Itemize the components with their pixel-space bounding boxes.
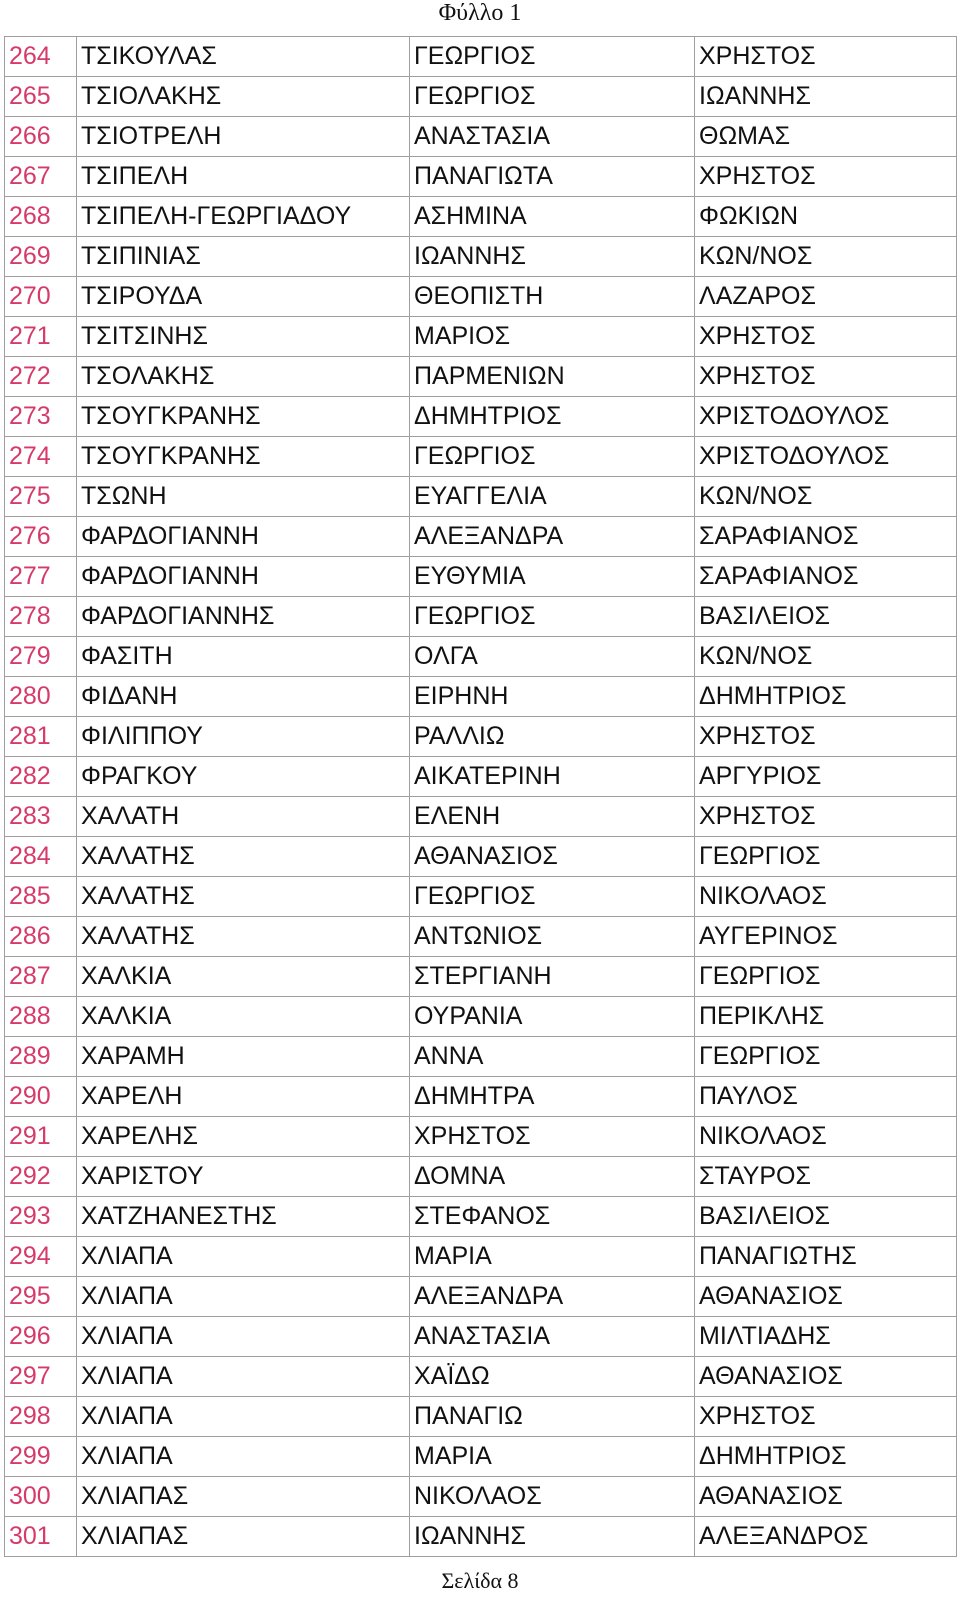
first-name-cell: ΔΗΜΗΤΡΙΟΣ [410,397,695,437]
first-name-cell: ΜΑΡΙΑ [410,1237,695,1277]
first-name-cell: ΑΝΤΩΝΙΟΣ [410,917,695,957]
table-row [5,77,957,117]
table-row [5,317,957,357]
father-name-cell: ΧΡΗΣΤΟΣ [695,357,957,397]
table-row [5,1277,957,1317]
first-name-cell: ΓΕΩΡΓΙΟΣ [410,37,695,77]
surname-cell: ΧΛΙΑΠΑ [77,1437,410,1477]
surname-cell: ΧΛΙΑΠΑΣ [77,1477,410,1517]
row-number-cell: 292 [5,1157,77,1197]
father-name-cell: ΧΡΗΣΤΟΣ [695,797,957,837]
surname-cell: ΧΑΛΑΤΗΣ [77,917,410,957]
row-number-cell: 293 [5,1197,77,1237]
first-name-cell: ΑΘΑΝΑΣΙΟΣ [410,837,695,877]
row-number-cell: 286 [5,917,77,957]
table-row [5,117,957,157]
surname-cell: ΧΑΡΑΜΗ [77,1037,410,1077]
first-name-cell: ΔΟΜΝΑ [410,1157,695,1197]
father-name-cell: ΧΡΗΣΤΟΣ [695,37,957,77]
father-name-cell: ΠΑΝΑΓΙΩΤΗΣ [695,1237,957,1277]
row-number-cell: 295 [5,1277,77,1317]
father-name-cell: ΓΕΩΡΓΙΟΣ [695,837,957,877]
table-row [5,1517,957,1557]
father-name-cell: ΦΩΚΙΩΝ [695,197,957,237]
first-name-cell: ΕΛΕΝΗ [410,797,695,837]
row-number-cell: 285 [5,877,77,917]
surname-cell: ΦΑΣΙΤΗ [77,637,410,677]
father-name-cell: ΔΗΜΗΤΡΙΟΣ [695,677,957,717]
father-name-cell: ΒΑΣΙΛΕΙΟΣ [695,1197,957,1237]
row-number-cell: 270 [5,277,77,317]
surname-cell: ΧΛΙΑΠΑ [77,1397,410,1437]
row-number-cell: 284 [5,837,77,877]
row-number-cell: 300 [5,1477,77,1517]
surname-cell: ΤΣΙΚΟΥΛΑΣ [77,37,410,77]
row-number-cell: 273 [5,397,77,437]
father-name-cell: ΓΕΩΡΓΙΟΣ [695,1037,957,1077]
table-row [5,1037,957,1077]
father-name-cell: ΑΥΓΕΡΙΝΟΣ [695,917,957,957]
surname-cell: ΤΣΙΡΟΥΔΑ [77,277,410,317]
table-row [5,1317,957,1357]
first-name-cell: ΑΙΚΑΤΕΡΙΝΗ [410,757,695,797]
row-number-cell: 294 [5,1237,77,1277]
surname-cell: ΧΛΙΑΠΑ [77,1317,410,1357]
row-number-cell: 275 [5,477,77,517]
row-number-cell: 267 [5,157,77,197]
surname-cell: ΧΛΙΑΠΑΣ [77,1517,410,1557]
table-row [5,1157,957,1197]
father-name-cell: ΒΑΣΙΛΕΙΟΣ [695,597,957,637]
first-name-cell: ΝΙΚΟΛΑΟΣ [410,1477,695,1517]
roster-table [4,36,957,1557]
first-name-cell: ΑΝΝΑ [410,1037,695,1077]
surname-cell: ΦΙΛΙΠΠΟΥ [77,717,410,757]
surname-cell: ΦΑΡΔΟΓΙΑΝΝΗΣ [77,597,410,637]
table-row [5,557,957,597]
row-number-cell: 296 [5,1317,77,1357]
row-number-cell: 276 [5,517,77,557]
table-row [5,957,957,997]
first-name-cell: ΕΥΑΓΓΕΛΙΑ [410,477,695,517]
surname-cell: ΦΑΡΔΟΓΙΑΝΝΗ [77,517,410,557]
first-name-cell: ΑΝΑΣΤΑΣΙΑ [410,117,695,157]
sheet-header: Φύλλο 1 [438,0,522,26]
table-row [5,1197,957,1237]
table-row [5,1077,957,1117]
surname-cell: ΧΛΙΑΠΑ [77,1237,410,1277]
father-name-cell: ΜΙΛΤΙΑΔΗΣ [695,1317,957,1357]
row-number-cell: 288 [5,997,77,1037]
table-row [5,397,957,437]
first-name-cell: ΟΛΓΑ [410,637,695,677]
surname-cell: ΧΑΛΑΤΗ [77,797,410,837]
surname-cell: ΤΣΟΥΓΚΡΑΝΗΣ [77,437,410,477]
table-row [5,1357,957,1397]
table-row [5,37,957,77]
father-name-cell: ΝΙΚΟΛΑΟΣ [695,1117,957,1157]
table-row [5,1397,957,1437]
first-name-cell: ΙΩΑΝΝΗΣ [410,237,695,277]
surname-cell: ΤΣΟΥΓΚΡΑΝΗΣ [77,397,410,437]
father-name-cell: ΣΑΡΑΦΙΑΝΟΣ [695,517,957,557]
first-name-cell: ΧΡΗΣΤΟΣ [410,1117,695,1157]
father-name-cell: ΘΩΜΑΣ [695,117,957,157]
father-name-cell: ΚΩΝ/ΝΟΣ [695,237,957,277]
row-number-cell: 281 [5,717,77,757]
father-name-cell: ΧΡΙΣΤΟΔΟΥΛΟΣ [695,437,957,477]
table-row [5,837,957,877]
table-row [5,357,957,397]
surname-cell: ΤΣΙΟΛΑΚΗΣ [77,77,410,117]
father-name-cell: ΑΘΑΝΑΣΙΟΣ [695,1357,957,1397]
first-name-cell: ΠΑΡΜΕΝΙΩΝ [410,357,695,397]
father-name-cell: ΧΡΗΣΤΟΣ [695,717,957,757]
father-name-cell: ΣΑΡΑΦΙΑΝΟΣ [695,557,957,597]
first-name-cell: ΡΑΛΛΙΩ [410,717,695,757]
first-name-cell: ΓΕΩΡΓΙΟΣ [410,597,695,637]
row-number-cell: 291 [5,1117,77,1157]
table-row [5,477,957,517]
father-name-cell: ΑΘΑΝΑΣΙΟΣ [695,1277,957,1317]
table-row [5,157,957,197]
table-row [5,1117,957,1157]
first-name-cell: ΔΗΜΗΤΡΑ [410,1077,695,1117]
first-name-cell: ΓΕΩΡΓΙΟΣ [410,437,695,477]
father-name-cell: ΠΑΥΛΟΣ [695,1077,957,1117]
surname-cell: ΧΑΛΑΤΗΣ [77,837,410,877]
row-number-cell: 271 [5,317,77,357]
row-number-cell: 278 [5,597,77,637]
surname-cell: ΧΛΙΑΠΑ [77,1357,410,1397]
surname-cell: ΤΣΩΝΗ [77,477,410,517]
row-number-cell: 299 [5,1437,77,1477]
first-name-cell: ΘΕΟΠΙΣΤΗ [410,277,695,317]
first-name-cell: ΜΑΡΙΟΣ [410,317,695,357]
row-number-cell: 265 [5,77,77,117]
surname-cell: ΤΣΙΠΙΝΙΑΣ [77,237,410,277]
surname-cell: ΧΑΡΕΛΗ [77,1077,410,1117]
first-name-cell: ΓΕΩΡΓΙΟΣ [410,877,695,917]
row-number-cell: 269 [5,237,77,277]
row-number-cell: 287 [5,957,77,997]
father-name-cell: ΧΡΗΣΤΟΣ [695,157,957,197]
table-row [5,1437,957,1477]
table-row [5,637,957,677]
father-name-cell: ΝΙΚΟΛΑΟΣ [695,877,957,917]
father-name-cell: ΣΤΑΥΡΟΣ [695,1157,957,1197]
table-row [5,797,957,837]
father-name-cell: ΛΑΖΑΡΟΣ [695,277,957,317]
table-row [5,1237,957,1277]
first-name-cell: ΑΛΕΞΑΝΔΡΑ [410,1277,695,1317]
table-row [5,677,957,717]
father-name-cell: ΑΘΑΝΑΣΙΟΣ [695,1477,957,1517]
row-number-cell: 274 [5,437,77,477]
surname-cell: ΤΣΙΠΕΛΗ-ΓΕΩΡΓΙΑΔΟΥ [77,197,410,237]
row-number-cell: 289 [5,1037,77,1077]
first-name-cell: ΣΤΕΦΑΝΟΣ [410,1197,695,1237]
table-row [5,1477,957,1517]
first-name-cell: ΠΑΝΑΓΙΩΤΑ [410,157,695,197]
first-name-cell: ΓΕΩΡΓΙΟΣ [410,77,695,117]
table-row [5,717,957,757]
row-number-cell: 277 [5,557,77,597]
surname-cell: ΧΑΡΕΛΗΣ [77,1117,410,1157]
father-name-cell: ΓΕΩΡΓΙΟΣ [695,957,957,997]
surname-cell: ΤΣΙΤΣΙΝΗΣ [77,317,410,357]
table-row [5,517,957,557]
row-number-cell: 264 [5,37,77,77]
surname-cell: ΧΑΤΖΗΑΝΕΣΤΗΣ [77,1197,410,1237]
first-name-cell: ΑΛΕΞΑΝΔΡΑ [410,517,695,557]
first-name-cell: ΟΥΡΑΝΙΑ [410,997,695,1037]
father-name-cell: ΧΡΙΣΤΟΔΟΥΛΟΣ [695,397,957,437]
surname-cell: ΦΡΑΓΚΟΥ [77,757,410,797]
row-number-cell: 283 [5,797,77,837]
table-row [5,757,957,797]
table-row [5,437,957,477]
first-name-cell: ΑΝΑΣΤΑΣΙΑ [410,1317,695,1357]
row-number-cell: 268 [5,197,77,237]
table-row [5,277,957,317]
table-row [5,597,957,637]
row-number-cell: 280 [5,677,77,717]
table-row [5,877,957,917]
surname-cell: ΧΑΛΑΤΗΣ [77,877,410,917]
surname-cell: ΤΣΟΛΑΚΗΣ [77,357,410,397]
table-row [5,197,957,237]
first-name-cell: ΕΥΘΥΜΙΑ [410,557,695,597]
row-number-cell: 298 [5,1397,77,1437]
first-name-cell: ΜΑΡΙΑ [410,1437,695,1477]
first-name-cell: ΠΑΝΑΓΙΩ [410,1397,695,1437]
surname-cell: ΤΣΙΟΤΡΕΛΗ [77,117,410,157]
surname-cell: ΧΑΛΚΙΑ [77,997,410,1037]
first-name-cell: ΑΣΗΜΙΝΑ [410,197,695,237]
first-name-cell: ΕΙΡΗΝΗ [410,677,695,717]
father-name-cell: ΠΕΡΙΚΛΗΣ [695,997,957,1037]
row-number-cell: 279 [5,637,77,677]
row-number-cell: 290 [5,1077,77,1117]
first-name-cell: ΣΤΕΡΓΙΑΝΗ [410,957,695,997]
roster-table-body [5,37,957,1557]
row-number-cell: 266 [5,117,77,157]
first-name-cell: ΧΑΪΔΩ [410,1357,695,1397]
father-name-cell: ΧΡΗΣΤΟΣ [695,1397,957,1437]
surname-cell: ΦΙΔΑΝΗ [77,677,410,717]
row-number-cell: 301 [5,1517,77,1557]
row-number-cell: 272 [5,357,77,397]
first-name-cell: ΙΩΑΝΝΗΣ [410,1517,695,1557]
surname-cell: ΤΣΙΠΕΛΗ [77,157,410,197]
page-footer: Σελίδα 8 [441,1568,519,1593]
table-row [5,997,957,1037]
row-number-cell: 297 [5,1357,77,1397]
table-row [5,917,957,957]
father-name-cell: ΚΩΝ/ΝΟΣ [695,637,957,677]
father-name-cell: ΙΩΑΝΝΗΣ [695,77,957,117]
table-row [5,237,957,277]
row-number-cell: 282 [5,757,77,797]
surname-cell: ΦΑΡΔΟΓΙΑΝΝΗ [77,557,410,597]
surname-cell: ΧΛΙΑΠΑ [77,1277,410,1317]
father-name-cell: ΑΡΓΥΡΙΟΣ [695,757,957,797]
surname-cell: ΧΑΛΚΙΑ [77,957,410,997]
roster-table-container [4,36,957,1557]
father-name-cell: ΔΗΜΗΤΡΙΟΣ [695,1437,957,1477]
father-name-cell: ΚΩΝ/ΝΟΣ [695,477,957,517]
surname-cell: ΧΑΡΙΣΤΟΥ [77,1157,410,1197]
father-name-cell: ΑΛΕΞΑΝΔΡΟΣ [695,1517,957,1557]
father-name-cell: ΧΡΗΣΤΟΣ [695,317,957,357]
